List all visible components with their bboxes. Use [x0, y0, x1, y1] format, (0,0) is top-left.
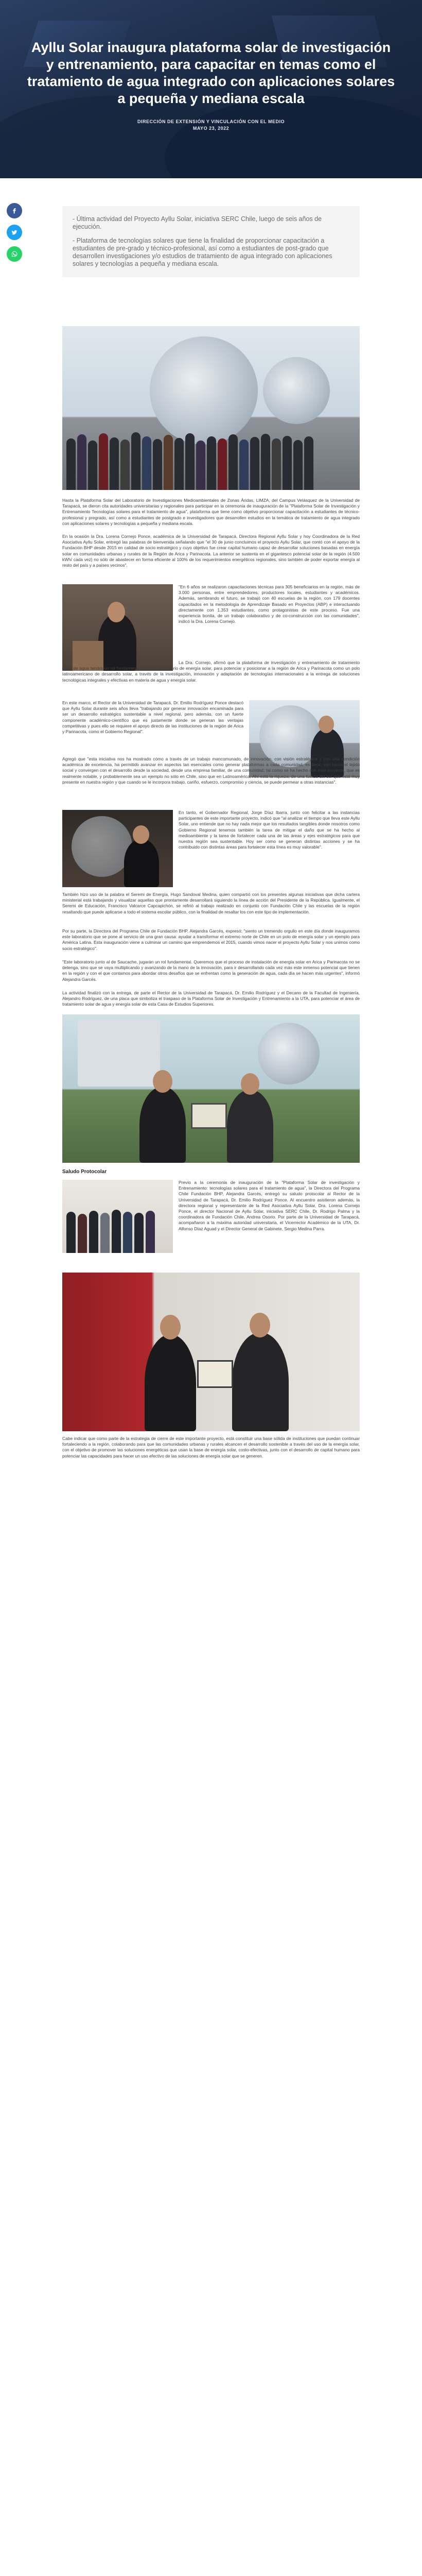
paragraph-10: "Este laboratorio junto al de Saucache, jugarán un rol fundamental. Queremos que el proceso de instalación de energía solar en Arica y Parinacota no se detenga, sino que se vaya multiplicando y avanzando de la mano de la innovación, para ir desarrollando cada vez más este inmenso potencial que tienen en la región y con el que contamos para abordar otros desafíos que se enfrentan como la generación de agua, cada día se hacen más urgentes", informó Alejandra Garcés. — [62, 959, 360, 982]
hero-banner — [0, 0, 422, 178]
share-whatsapp-button[interactable] — [7, 246, 22, 262]
summary-point-2: - Plataforma de tecnologías solares que tiene la finalidad de proporcionar capacitación a estudiantes de pre-grado y técnico-profesional, así como a estudiantes de post-grado que desarrollen investigaciones y/o estudios de tratamiento de agua integrado con aplicaciones solares y tecnologías a pequeña y mediana escala. — [73, 237, 332, 267]
photo-lorena-cornejo-speech — [62, 584, 173, 671]
paragraph-1: Hasta la Plataforma Solar del Laboratorio de Investigaciones Medioambientales de Zonas Áridas, LIMZA, del Campus Velásquez de la Universidad de Tarapacá, se dieron cita autoridades universitarias y regionales para participar en la ceremonia de inauguración de la "Plataforma Solar de Investigación y Entrenamiento Tecnologías solares para el tratamiento de agua", plataforma que tiene como objetivo proporcionar capacitación a estudiantes de técnico-profesional y pregrado, así como a estudiantes de postgrado e investigadores que desarrollen estudios en la temática de tratamiento de agua integrado con aplicaciones solares y tecnologías a pequeña y mediana escala. — [62, 498, 360, 526]
article-meta — [0, 118, 422, 132]
facebook-icon — [10, 207, 19, 215]
whatsapp-icon — [10, 250, 19, 258]
paragraph-13: Cabe indicar que como parte de la estrategia de cierre de este importante proyecto, está constituir una base sólida de instituciones que puedan continuar fortaleciendo a la región, colaborando para que las comunidades urbanas y rurales alcancen el desarrollo sostenible a través del uso de la energía solar, con el objetivo de promover las soluciones energéticas que usan la base de energía solar, costo-efectivas, junto con el desarrollo de capital humano para potenciar las capacidades para hacer un uso efectivo de las soluciones de energía solar que se generen. — [62, 1436, 360, 1459]
paragraph-8: También hizo uso de la palabra el Seremi de Energía, Hugo Sandoval Medina, quien compartió con los presentes algunas iniciativas que dicha cartera ministerial está trabajando y visualizar aquellas que prontamente desarrollará siguiendo la línea de acción del Presidente de la República. Igualmente, el Seremi de Educación, Francisco Valcarce Capcapichón, se refirió al trabajo realizado en conjunto con Fundación Chile y las escuelas de la región resaltando que puede aplicarse a todo el sistema escolar público, con la finalidad de resaltar los con este tipo de implementación. — [62, 892, 360, 914]
photo-plaque-handover — [62, 1014, 360, 1163]
paragraph-5: En este marco, el Rector de la Universidad de Tarapacá, Dr. Emilio Rodríguez Ponce destacó que Ayllu Solar durante seis años lleva "trabajando por generar innovación encaminada para ser un desarrollo estratégico sustentable a nivel regional, pero además, con un fuerte componente académico-científico que es justamente donde se generan las ventajas competitivas y pues ello se requiere el apoyo directo de las instituciones de la región de Arica y Parinacota, como el Gobierno Regional". — [62, 700, 243, 735]
photo-governor-speech — [62, 810, 173, 887]
article-category[interactable]: DIRECCIÓN DE EXTENSIÓN Y VINCULACIÓN CON EL MEDIO — [137, 119, 285, 124]
paragraph-12: Previo a la ceremonia de inauguración de la "Plataforma Solar de investigación y Entrenamiento: tecnologías solares para el tratamiento de agua", la Directora del Programa Chile Fundación BHP, Alejandra Garcés, entregó su saludo protocolar al Rector de la Universidad de Tarapacá, Dr. Emilio Rodríguez Ponce. Al encuentro asistieron además, la directora regional y representante de la Red Asociativa Ayllu Solar, Dra. Lorena Cornejo Ponce, el director Nacional de Ayllu Solar, iniciativa SERC Chile, Dr. Rodrigo Palma y la coordinadora de Fundación Chile, Andrea Osorio. Por parte de la Universidad de Tarapacá, acompañaron a la máxima autoridad universitaria, el Vicerrector Académico de la UTA, Dr. Alfonso Díaz Aguad y el Director General de Gabinete, Sergio Medina Parra. — [179, 1180, 360, 1231]
paragraph-4: La Dra. Cornejo, afirmó que la plataforma de investigación y entrenamiento de tratamiento solar de agua tendrá un rol fundamental junto al laboratorio de energía solar, para potenciar y posicionar a la región de Arica y Parinacota como un polo latinoamericano de desarrollo solar, a través de la investigación, innovación y adaptación de tecnologías internacionales a la entrega de soluciones tecnológicas integrales y efectivas en materia de agua y energía solar. — [62, 660, 360, 683]
photo-protocol-greeting — [62, 1180, 173, 1253]
paragraph-3: "En 6 años se realizaron capacitaciones técnicas para 305 beneficiarios en la región, más de 3.000 personas, entre emprendedores, productores locales, estudiantes y académicos. Además, sembrando el futuro, se trabajó con 40 escuelas de la región, con 179 docentes capacitados en la metodología de Aprendizaje Basado en Proyectos (ABP) e interactuando directamente con 1.353 estudiantes, como protagonistas de este proceso. Fue una experiencia bonita, de un trabajo colaborativo y de co-construcción con las comunidades", indicó la Dra. Lorena Cornejo. — [179, 584, 360, 624]
share-bar — [7, 203, 22, 268]
paragraph-9: Por su parte, la Directora del Programa Chile de Fundación BHP, Alejandra Garcés, expresó: "siento un tremendo orgullo en este día donde inauguramos este laboratorio que se pone al servicio de una gran causa: ayudar a transformar el extremo norte de Chile en un polo de energía solar y un ejemplo para América Latina. Esta inauguración viene a culminar un camino que emprendemos el 2015, cuando vimos nacer el proyecto Ayllu Solar y nos unimos como socio estratégico". — [62, 928, 360, 951]
paragraph-2: En la ocasión la Dra. Lorena Cornejo Ponce, académica de la Universidad de Tarapacá, Directora Regional Ayllu Solar y hoy Coordinadora de la Red Asociativa Ayllu Solar, entregó las palabras de bienvenida señalando que "el 30 de junio concluimos el proyecto Ayllu Solar, que contó con el apoyo de la Fundación BHP desde 2015 en calidad de socio estratégico y cuyo objetivo fue crear capital humano capaz de desarrollar soluciones basadas en energía solar en comunidades urbanas y rurales de la Región de Arica y Parinacota. La anterior se sustenta en el gigantesco potencial solar de la región (4.500 kWh/ cada vez) no sólo de abastecer en forma eficiente al 100% de los requerimientos energéticos regionales, sino también de poder exportar energía al resto del país y a países vecinos". — [62, 534, 360, 568]
photo-plaque-presentation — [62, 1273, 360, 1431]
article-body — [0, 277, 422, 2576]
share-facebook-button[interactable] — [7, 203, 22, 218]
photo-group-solar-platform — [62, 326, 360, 490]
paragraph-7: En tanto, el Gobernador Regional, Jorge Díaz Ibarra, junto con felicitar a las instancias participantes de este importante proyecto, indicó que "al analizar el tiempo que lleva este Ayllu Solar, uno entiende que no hay nada mejor que los resultados tangibles donde nosotros como Gobierno Regional tenemos también la tarea de mitigar el daño que se ha hecho al medioambiente y la tarea de fortalecer cada una de las áreas y ejes estratégicos para que nuestra región sea sustentable. Hoy ser como se generan distintas acciones y se ha contribuido con distintas áreas para fortalecer esta línea es muy valorable". — [179, 810, 360, 850]
share-twitter-button[interactable] — [7, 225, 22, 240]
article-summary — [62, 206, 360, 277]
subhead-saludo-protocolar: Saludo Protocolar — [62, 1169, 107, 1175]
twitter-icon — [10, 228, 19, 236]
paragraph-6: Agregó que "esta iniciativa nos ha mostrado cómo a través de un trabajo mancomunado, de innovación, con visión estratégica y con una condición académica de excelencia, ha permitido avanzar en aspectos tan esenciales como generar plataformas a cada comunidad, es decir, van hacia el tejido social y convergen con el desarrollo desde la sociedad, desde una empresa familiar, de una comunidad, tal como se ha hecho con este proyecto, que es realmente notable, y probablemente sea un ejemplo no sólo en Chile, sino que en Latinoamérica. Ahí está la riqueza, de una fuerza del sol que está muy presente en nuestra región y que cuando se le incorpora trabajo, cariño, esfuerzo, compromiso y ciencia, se puede permear a otras instancias". — [62, 756, 360, 785]
article-title: Ayllu Solar inaugura plataforma solar de investigación y entrenamiento, para capacitar en temas como el tratamiento de agua integrado con aplicaciones solares a pequeña y mediana escala — [27, 40, 395, 106]
summary-point-1: - Última actividad del Proyecto Ayllu Solar, iniciativa SERC Chile, luego de seis años de ejecución. — [73, 215, 322, 230]
paragraph-11: La actividad finalizó con la entrega, de parte el Rector de la Universidad de Tarapacá, Dr. Emilio Rodríguez y el Decano de la Facultad de Ingeniería, Alejandro Rodríguez, de una placa que simboliza el traspaso de la Plataforma Solar de Investigación y Entrenamiento a la UTA, para potenciar el área de tratamiento solar de agua y energía solar de esta Casa de Estudios Superiores. — [62, 990, 360, 1007]
article-date: MAYO 23, 2022 — [192, 126, 230, 131]
